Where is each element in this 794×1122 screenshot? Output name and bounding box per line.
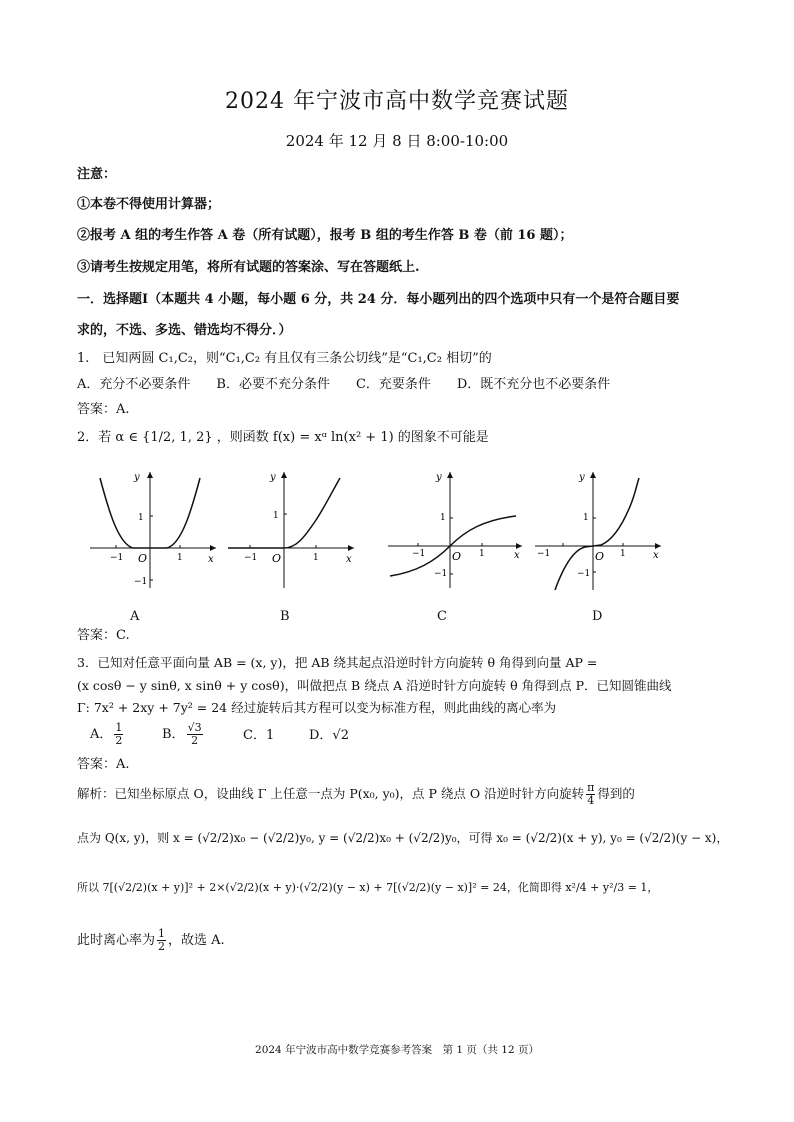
x-axis-label: x bbox=[514, 550, 520, 561]
q2-graph-a bbox=[88, 468, 218, 593]
q3-line1: 3．已知对任意平面向量 AB = (x, y)，把 AB 绕其起点沿逆时针方向旋转 θ 角得到向量 AP = bbox=[77, 655, 598, 670]
tick-one-y: 1 bbox=[273, 511, 279, 521]
y-axis-label: y bbox=[436, 472, 442, 483]
x-axis-label: x bbox=[653, 550, 659, 561]
q3-option-a-label: A． bbox=[90, 727, 113, 742]
section-heading-line1: 一．选择题Ⅰ（本题共 4 小题，每小题 6 分，共 24 分．每小题列出的四个选项中只有一个是符合题目要 bbox=[77, 292, 680, 307]
q3-solution-line4 bbox=[77, 928, 225, 953]
q2-stem-start: 2．若 α ∈ bbox=[77, 430, 138, 445]
solution-text: 此时离心率为 bbox=[77, 933, 156, 948]
tick-one-x: 1 bbox=[620, 549, 626, 559]
q1-answer: 答案：A. bbox=[77, 402, 130, 417]
q3-solution-line2: 点为 Q(x, y)，则 x = (√2/2)x₀ − (√2/2)y₀, y = (√2/2)x₀ + (√2/2)y₀，可得 x₀ = (√2/2)(x + y), y₀ = (√2/2)(y − x)， bbox=[77, 831, 729, 845]
q2-graph-c bbox=[386, 468, 526, 593]
q3-option-b bbox=[162, 722, 205, 747]
q3-answer: 答案：A. bbox=[77, 757, 130, 772]
section-heading-line2: 求的，不选、多选、错选均不得分．） bbox=[77, 323, 292, 338]
numerator: 1 bbox=[158, 927, 166, 940]
tick-one-y: 1 bbox=[138, 513, 144, 523]
solution-text-end: 得到的 bbox=[597, 786, 635, 801]
tick-neg-one-x: −1 bbox=[537, 549, 551, 559]
denominator: 2 bbox=[191, 734, 199, 747]
q2-alpha-set: {1/2, 1, 2} bbox=[142, 430, 213, 445]
numerator: 1 bbox=[115, 721, 123, 734]
tick-one-x: 1 bbox=[313, 553, 319, 563]
q3-line2: (x cosθ − y sinθ, x sinθ + y cosθ)，叫做把点 B 绕点 A 沿逆时针方向旋转 θ 角得到点 P．已知圆锥曲线 bbox=[77, 678, 672, 693]
note-2: ②报考 A 组的考生作答 A 卷（所有试题），报考 B 组的考生作答 B 卷（前 16 题）； bbox=[77, 228, 573, 243]
q3-solution-line1 bbox=[77, 782, 635, 807]
q3-option-b-fraction bbox=[187, 722, 203, 747]
solution-text: 解析：已知坐标原点 O，设曲线 Γ 上任意一点为 P(x₀, y₀)，点 P 绕点 O 沿逆时针方向旋转 bbox=[77, 786, 585, 801]
pi-over-four bbox=[586, 782, 595, 807]
tick-neg-one-x: −1 bbox=[110, 553, 124, 563]
tick-neg-one-x: −1 bbox=[244, 553, 258, 563]
q3-line3: Γ: 7x² + 2xy + 7y² = 24 经过旋转后其方程可以变为标准方程，则此曲线的离心率为 bbox=[77, 700, 557, 715]
numerator: π bbox=[587, 781, 595, 794]
q1-stem: 1. 已知两圆 C₁,C₂，则“C₁,C₂ 有且仅有三条公切线”是“C₁,C₂ 相切”的 bbox=[77, 351, 492, 366]
page-footer: 2024 年宁波市高中数学竞赛参考答案 第 1 页（共 12 页） bbox=[255, 1044, 539, 1056]
q2-graph-b bbox=[226, 468, 356, 593]
q2-stem-end: ，则函数 f(x) = xᵅ ln(x² + 1) 的图象不可能是 bbox=[216, 430, 489, 445]
graph-label-d: D bbox=[592, 609, 603, 624]
denominator: 2 bbox=[115, 734, 123, 747]
graph-label-a: A bbox=[130, 609, 140, 624]
tick-neg-one-x: −1 bbox=[412, 549, 426, 559]
tick-neg-one-y: −1 bbox=[434, 569, 448, 579]
eccentricity-fraction bbox=[157, 928, 166, 953]
page-title: 2024 年宁波市高中数学竞赛试题 bbox=[225, 89, 569, 114]
denominator: 2 bbox=[158, 940, 166, 953]
origin-label: O bbox=[452, 550, 462, 563]
q3-option-a-fraction bbox=[114, 722, 123, 747]
y-axis-label: y bbox=[134, 472, 140, 483]
notes-heading: 注意： bbox=[77, 167, 117, 182]
y-axis-label: y bbox=[579, 472, 585, 483]
q2-stem bbox=[77, 430, 489, 446]
q3-option-c: C．1 bbox=[243, 728, 275, 743]
tick-one-y: 1 bbox=[583, 513, 589, 523]
q3-option-b-label: B． bbox=[162, 727, 185, 742]
exam-date: 2024 年 12 月 8 日 8:00-10:00 bbox=[285, 132, 509, 150]
origin-label: O bbox=[138, 552, 148, 565]
origin-label: O bbox=[272, 552, 282, 565]
q3-solution-line3: 所以 7[(√2/2)(x + y)]² + 2×(√2/2)(x + y)·(√2/2)(y − x) + 7[(√2/2)(y − x)]² = 24，化简即得 x²/4 + y²/3 = 1， bbox=[77, 881, 659, 894]
q2-answer: 答案：C. bbox=[77, 628, 130, 643]
solution-text-end: ，故选 A. bbox=[168, 933, 225, 948]
tick-one-y: 1 bbox=[440, 513, 446, 523]
tick-neg-one-y: −1 bbox=[577, 569, 591, 579]
q2-graph-d bbox=[533, 468, 663, 593]
note-1: ①本卷不得使用计算器； bbox=[77, 197, 221, 212]
x-axis-label: x bbox=[346, 554, 352, 565]
tick-one-x: 1 bbox=[177, 553, 183, 563]
tick-one-x: 1 bbox=[479, 549, 485, 559]
tick-neg-one-y: −1 bbox=[134, 577, 148, 587]
graph-label-c: C bbox=[437, 609, 447, 624]
x-axis-label: x bbox=[208, 554, 214, 565]
y-axis-label: y bbox=[270, 472, 276, 483]
note-3: ③请考生按规定用笔，将所有试题的答案涂、写在答题纸上. bbox=[77, 260, 420, 275]
denominator: 4 bbox=[587, 794, 595, 807]
q3-option-a bbox=[90, 722, 125, 747]
q3-option-d: D．√2 bbox=[309, 728, 349, 743]
origin-label: O bbox=[595, 550, 605, 563]
numerator: √3 bbox=[187, 721, 202, 734]
graph-label-b: B bbox=[280, 609, 290, 624]
q1-options: A．充分不必要条件 B．必要不充分条件 C．充要条件 D．既不充分也不必要条件 bbox=[77, 377, 611, 392]
